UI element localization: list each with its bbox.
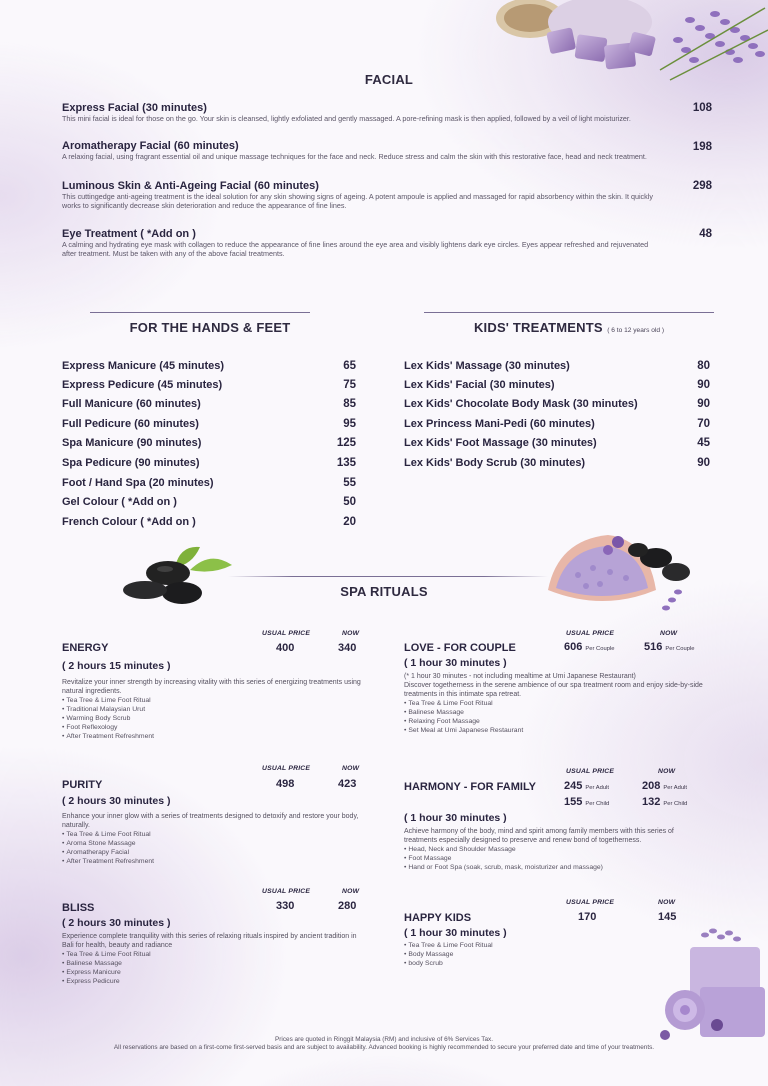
list-item: Express Manicure (45 minutes) [62,360,225,372]
price-value: 155 [564,796,583,808]
list-item: • Balinese Massage [62,959,362,968]
footer-tax-note: Prices are quoted in Ringgit Malaysia (RM) and inclusive of 6% Services Tax. [275,1036,493,1043]
ritual-bullets [62,696,362,741]
now-label: NOW [660,630,678,637]
ritual-note: (* 1 hour 30 minutes - not including mealtime at Umi Japanese Restaurant) [404,673,636,680]
ritual-name: PURITY [62,779,103,791]
list-item: • After Treatment Refreshment [62,857,362,866]
list-item: • Tea Tree & Lime Foot Ritual [62,950,362,959]
list-item-price: 45 [697,437,710,449]
price-value: 132 [642,796,661,808]
facial-item-desc: This mini facial is ideal for those on the go. Your skin is cleansed, lightly exfoliated and gently massaged. A pore-refining mask is then applied, followed by a veil of light moisturizer. [62,114,631,123]
kids-divider [424,312,714,313]
ritual-desc: Revitalize your inner strength by increasing vitality with this series of energizing treatments using natural ingredients. [62,679,361,695]
spa-rituals-title: SPA RITUALS [340,584,428,599]
facial-item-price: 108 [692,102,712,114]
ritual-duration: ( 2 hours 15 minutes ) [62,660,171,672]
now-label: NOW [658,899,676,906]
price-value: 245 [564,780,583,792]
price-unit: Per Child [585,801,610,807]
list-item: • Aromatherapy Facial [62,848,362,857]
ritual-now-price: 340 [338,642,357,654]
facial-item-desc: A calming and hydrating eye mask with collagen to reduce the appearance of fine lines around the eye area and visibly lightens dark eye circles. Eyes appear refreshed and rejuvenated after treatment. Must be taken with any of the above facial treatments. [62,240,649,259]
price-value: 516 [644,641,663,653]
facial-item-desc: This cuttingedge anti-ageing treatment is the ideal solution for any skin showing signs of ageing. A potent ampoule is applied and massaged for rapid absorbency within the skin. It quickly works to significantly decrease skin deterioration and reduce the appearance of fine lines. [62,192,653,211]
price-unit: Per Couple [665,646,695,652]
ritual-name: HAPPY KIDS [404,912,472,924]
ritual-name: BLISS [62,902,95,914]
facial-item [62,228,662,259]
list-item: • Relaxing Foot Massage [404,717,706,726]
usual-price-label: USUAL PRICE [566,768,615,775]
price-value: 208 [642,780,661,792]
list-item: • Body Massage [404,950,644,959]
list-item-price: 55 [343,477,356,489]
list-item: Lex Princess Mani-Pedi (60 minutes) [404,418,595,430]
list-item: Gel Colour ( *Add on ) [62,496,177,508]
ritual-duration: ( 1 hour 30 minutes ) [404,657,507,669]
usual-price-label: USUAL PRICE [566,630,615,637]
price-value: 606 [564,641,583,653]
ritual-desc: Discover togetherness in the serene ambience of our spa treatment room and enjoy side-by-side treatments in this intimate spa retreat. [404,682,703,698]
list-item: • Traditional Malaysian Urut [62,705,362,714]
ritual-details [62,932,362,986]
list-item-price: 85 [343,398,356,410]
list-item-price: 20 [343,516,356,528]
list-item-price: 90 [697,457,710,469]
ritual-bullets [404,941,644,968]
list-item: • Balinese Massage [404,708,706,717]
ritual-name: LOVE - FOR COUPLE [404,642,516,654]
list-item: Lex Kids' Chocolate Body Mask (30 minutes) [404,398,638,410]
list-item: • Tea Tree & Lime Foot Ritual [404,941,644,950]
list-item: • Foot Reflexology [62,723,362,732]
list-item: • body Scrub [404,959,644,968]
ritual-bullets [62,950,362,986]
ritual-desc: Enhance your inner glow with a series of treatments designed to detoxify and restore your body, naturally. [62,813,359,829]
ritual-details [404,672,706,735]
ritual-usual-price: 330 [276,900,295,912]
list-item: • Tea Tree & Lime Foot Ritual [62,830,362,839]
ritual-desc: Experience complete tranquility with this series of relaxing rituals inspired by ancient tradition in Bali for health, beauty and radiance [62,933,357,949]
list-item-price: 90 [697,398,710,410]
ritual-bullets [62,830,362,866]
facial-item-price: 198 [692,141,712,153]
list-item: • Warming Body Scrub [62,714,362,723]
facial-item-price: 298 [692,180,712,192]
list-item: Express Pedicure (45 minutes) [62,379,223,391]
list-item: • Head, Neck and Shoulder Massage [404,845,706,854]
ritual-now-price [644,641,694,653]
usual-price-label: USUAL PRICE [566,899,615,906]
facial-item [62,180,672,211]
usual-price-label: USUAL PRICE [262,630,311,637]
usual-price-label: USUAL PRICE [262,765,311,772]
facial-item-name: Express Facial (30 minutes) [62,102,207,114]
price-unit: Per Adult [663,785,687,791]
price-unit: Per Couple [585,646,615,652]
kids-subtitle: ( 6 to 12 years old ) [607,327,665,334]
facial-item-name: Aromatherapy Facial (60 minutes) [62,140,239,152]
ritual-duration: ( 2 hours 30 minutes ) [62,917,171,929]
ritual-now-price-child [642,796,687,808]
ritual-details [62,678,362,741]
list-item: Full Pedicure (60 minutes) [62,418,199,430]
list-item: • Express Manicure [62,968,362,977]
list-item-price: 65 [343,360,356,372]
list-item: • Set Meal at Umi Japanese Restaurant [404,726,706,735]
list-item-price: 80 [697,360,710,372]
usual-price-label: USUAL PRICE [262,888,311,895]
footer-reservation-note: All reservations are based on a first-come first-served basis and are subject to availability. Advanced booking is highly recommended to secure your preferred date and time of your treatments. [113,1044,655,1051]
ritual-details [62,812,362,866]
list-item: Lex Kids' Massage (30 minutes) [404,360,570,372]
facial-item-desc: A relaxing facial, using fragrant essential oil and unique massage techniques for the face and neck. Reduce stress and calm the skin with this restorative face, head and neck treatment. [62,152,647,161]
list-item-price: 125 [336,437,356,449]
ritual-name: HARMONY - FOR FAMILY [404,781,537,793]
ritual-bullets [404,845,706,872]
footer [30,1036,738,1052]
list-item: Spa Manicure (90 minutes) [62,437,202,449]
ritual-now-price [642,780,687,792]
ritual-usual-price: 498 [276,778,295,790]
list-item: • Tea Tree & Lime Foot Ritual [404,699,706,708]
kids-header [424,319,714,337]
now-label: NOW [658,768,676,775]
facial-item [62,140,712,161]
list-item: Lex Kids' Body Scrub (30 minutes) [404,457,586,469]
soap-flower-image [655,925,768,1050]
ritual-duration: ( 1 hour 30 minutes ) [404,927,507,939]
hands-feet-divider [90,312,310,313]
list-item-price: 90 [697,379,710,391]
ritual-usual-price: 400 [276,642,295,654]
now-label: NOW [342,765,360,772]
facial-item-price: 48 [699,228,712,240]
list-item-price: 50 [343,496,356,508]
kids-title: KIDS' TREATMENTS [473,320,603,335]
ritual-details [404,941,644,968]
ritual-now-price: 280 [338,900,357,912]
list-item: Full Manicure (60 minutes) [62,398,201,410]
ritual-usual-price [564,641,614,653]
list-item: • Express Pedicure [62,977,362,986]
ritual-now-price: 423 [338,778,357,790]
facial-item [62,102,712,123]
ritual-desc: Achieve harmony of the body, mind and spirit among family members with this series of treatments especially designed to preserve and renew bond of togetherness. [404,828,674,844]
ritual-usual-price: 170 [578,911,597,923]
list-item: • After Treatment Refreshment [62,732,362,741]
price-unit: Per Child [663,801,688,807]
ritual-usual-price [564,780,609,792]
price-unit: Per Adult [585,785,609,791]
facial-item-name: Eye Treatment ( *Add on ) [62,228,196,240]
ritual-duration: ( 1 hour 30 minutes ) [404,812,507,824]
now-label: NOW [342,630,360,637]
list-item: Spa Pedicure (90 minutes) [62,457,200,469]
salt-shell-image [538,520,698,618]
facial-item-name: Luminous Skin & Anti-Ageing Facial (60 minutes) [62,180,319,192]
list-item: • Foot Massage [404,854,706,863]
list-item-price: 75 [343,379,356,391]
list-item: • Aroma Stone Massage [62,839,362,848]
list-item: French Colour ( *Add on ) [62,516,196,528]
list-item: Lex Kids' Facial (30 minutes) [404,379,555,391]
ritual-duration: ( 2 hours 30 minutes ) [62,795,171,807]
list-item-price: 70 [697,418,710,430]
now-label: NOW [342,888,360,895]
ritual-name: ENERGY [62,642,109,654]
ritual-usual-price-child [564,796,609,808]
stones-leaf-image [120,545,240,615]
list-item: • Hand or Foot Spa (soak, scrub, mask, moisturizer and massage) [404,863,706,872]
list-item: • Tea Tree & Lime Foot Ritual [62,696,362,705]
spa-rituals-divider [228,576,548,577]
list-item: Foot / Hand Spa (20 minutes) [62,477,214,489]
hands-feet-title: FOR THE HANDS & FEET [129,320,291,335]
list-item-price: 135 [336,457,356,469]
facial-title: FACIAL [364,72,414,87]
ritual-now-price: 145 [658,911,677,923]
ritual-details [404,827,706,872]
list-item: Lex Kids' Foot Massage (30 minutes) [404,437,597,449]
list-item-price: 95 [343,418,356,430]
ritual-bullets [404,699,706,735]
